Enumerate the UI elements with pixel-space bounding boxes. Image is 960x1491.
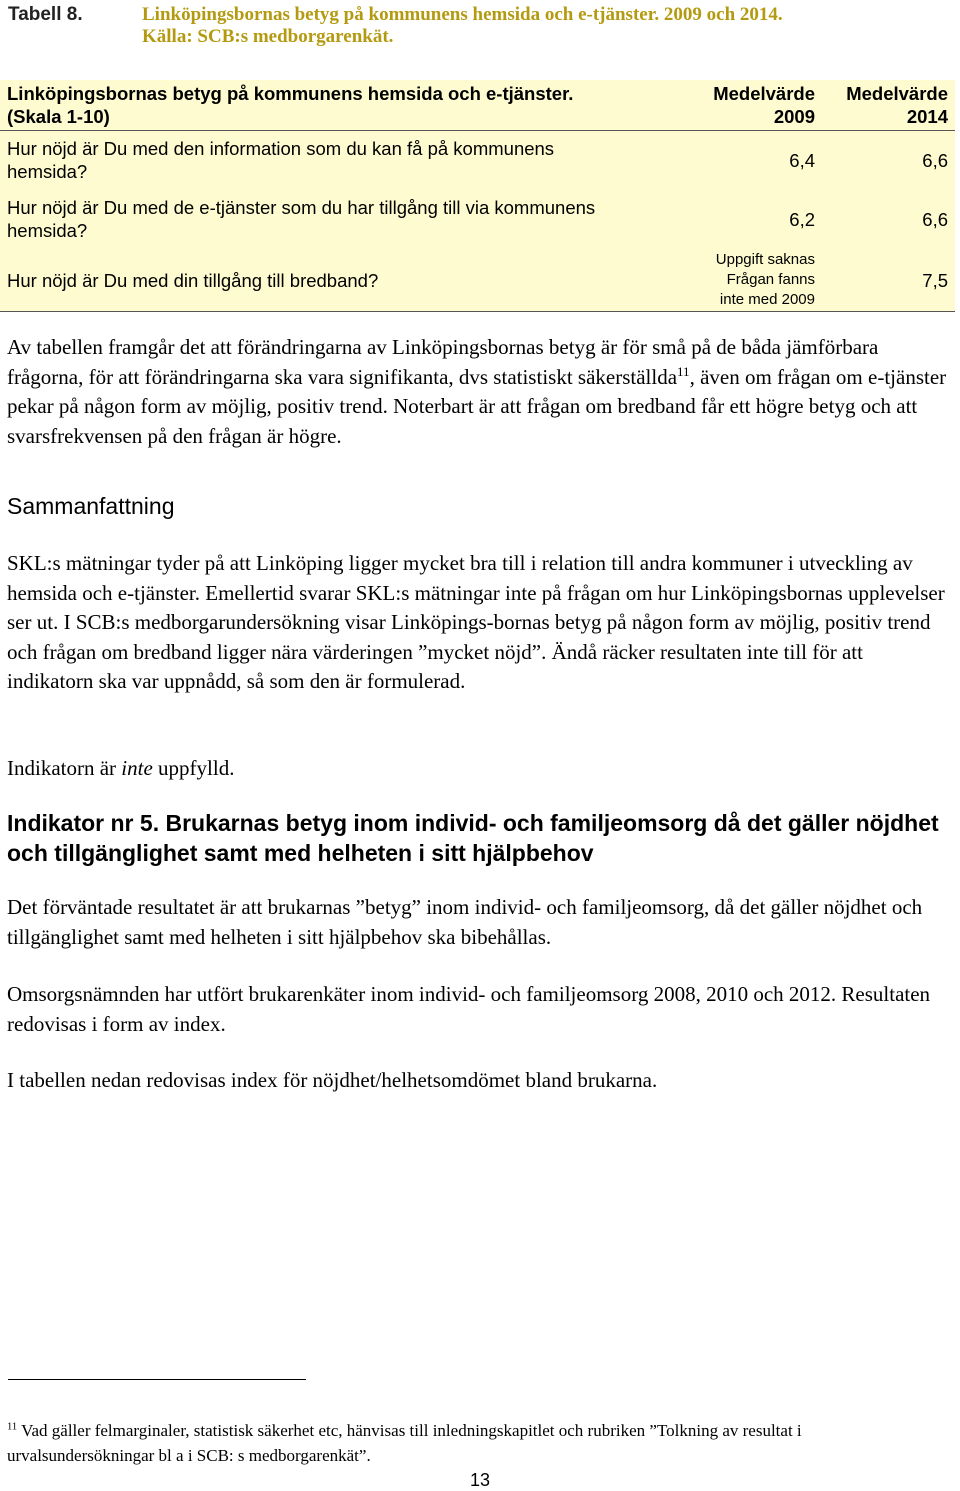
table-row <box>0 131 955 190</box>
question-cell <box>0 131 662 190</box>
question-cell: Hur nöjd är Du med din tillgång till bredband? <box>0 249 662 312</box>
header-2014-column <box>822 80 955 131</box>
caption-line-2: Källa: SCB:s medborgarenkät. <box>142 26 394 47</box>
value-2014-cell: 6,6 <box>822 131 955 190</box>
footnote-number: 11 <box>7 1421 18 1433</box>
header-col3-line1: Medelvärde <box>846 83 948 104</box>
header-2009-column <box>662 80 822 131</box>
note-line: inte med 2009 <box>719 291 815 308</box>
paragraph-expected-result: Det förväntade resultatet är att brukarnas ”betyg” inom individ- och familjeomsorg, då det gäller nöjdhet och tillgänglighet samt med helheten i sitt hjälpbehov ska bibehållas. <box>7 895 923 949</box>
indicator-number: Indikator nr 5. <box>7 810 160 836</box>
question-line: Hur nöjd är Du med de e-tjänster som du har tillgång till via kommunens <box>7 197 596 218</box>
paragraph-text: , även om frågan om e-tjänster pekar på någon form av möjlig, positiv trend. Noterbart är att frågan om bredband får ett högre betyg och att svarsfrekvensen på den frågan är högre. <box>7 364 947 448</box>
question-line: hemsida? <box>7 161 88 182</box>
paragraph-text: uppfylld. <box>152 756 235 780</box>
emphasis: inte <box>121 756 153 780</box>
paragraph-indicator-status <box>7 754 953 784</box>
value-2009-cell: 6,2 <box>662 189 822 249</box>
paragraph-table-intro: I tabellen nedan redovisas index för nöjdhet/helhetsomdömet bland brukarna. <box>7 1068 658 1092</box>
paragraph-summary: SKL:s mätningar tyder på att Linköping ligger mycket bra till i relation till andra kommuner i utveckling av hemsida och e-tjänster. Emellertid svarar SKL:s mätningar inte på frågan om hur Linköpingsbornas upplevelser ser ut. I SCB:s medborgarundersökning visar Linköpings-bornas betyg på någon form av möjlig, positiv trend och frågan om bredband ligger nära värderingen ”mycket nöjd”. Ändå räcker resultaten inte till för att indikatorn ska var uppnådd, så som den är formulerad. <box>7 551 945 693</box>
question-line: Hur nöjd är Du med den information som du kan få på kommunens <box>7 138 555 159</box>
note-line: Frågan fanns <box>726 271 815 288</box>
table-row <box>0 249 955 312</box>
paragraph-table-analysis <box>7 333 953 451</box>
footnote-text: Vad gäller felmarginaler, statistisk säkerhet etc, hänvisas till inledningskapitlet och rubriken ”Tolkning av resultat i urvalsundersökningar bl a i SCB: s medborgarenkät”. <box>7 1421 802 1465</box>
value-2014-cell: 6,6 <box>822 189 955 249</box>
header-col1-line1: Linköpingsbornas betyg på kommunens hemsida och e-tjänster. <box>7 83 574 104</box>
indicator-title: Brukarnas betyg inom individ- och familjeomsorg då det gäller nöjdhet och tillgänglighet samt med helheten i sitt hjälpbehov <box>7 810 939 866</box>
section-heading-sammanfattning: Sammanfattning <box>7 493 175 519</box>
paragraph-text: Indikatorn är <box>7 756 122 780</box>
value-2009-note-cell <box>662 249 822 312</box>
ratings-table <box>0 80 955 312</box>
note-line: Uppgift saknas <box>715 251 815 268</box>
value-2014-cell: 7,5 <box>822 249 955 312</box>
table-caption-text <box>142 4 942 48</box>
page-number: 13 <box>469 1470 491 1490</box>
paragraph-text: Av tabellen framgår det att förändringarna av Linköpingsbornas betyg är för små på de båda jämförbara frågorna, för att förändringarna ska vara signifikanta, dvs statistiskt säkerställda <box>7 335 879 389</box>
header-question-column <box>0 80 662 131</box>
header-col1-line2: (Skala 1-10) <box>7 106 110 127</box>
value-2009-cell: 6,4 <box>662 131 822 190</box>
indicator-heading <box>7 808 953 868</box>
table-header-row <box>0 80 955 131</box>
footnote <box>7 1418 953 1468</box>
footnote-reference[interactable]: 11 <box>677 363 690 379</box>
question-line: hemsida? <box>7 220 88 241</box>
header-col2-line2: 2009 <box>773 106 815 127</box>
paragraph-surveys: Omsorgsnämnden har utfört brukarenkäter inom individ- och familjeomsorg 2008, 2010 och 2012. Resultaten redovisas i form av index. <box>7 982 931 1036</box>
table-caption-label: Tabell 8. <box>8 4 83 25</box>
question-cell <box>0 189 662 249</box>
header-col3-line2: 2014 <box>906 106 948 127</box>
footnote-separator <box>8 1379 306 1380</box>
header-col2-line1: Medelvärde <box>713 83 815 104</box>
table-row <box>0 189 955 249</box>
caption-line-1: Linköpingsbornas betyg på kommunens hemsida och e-tjänster. 2009 och 2014. <box>142 4 783 25</box>
